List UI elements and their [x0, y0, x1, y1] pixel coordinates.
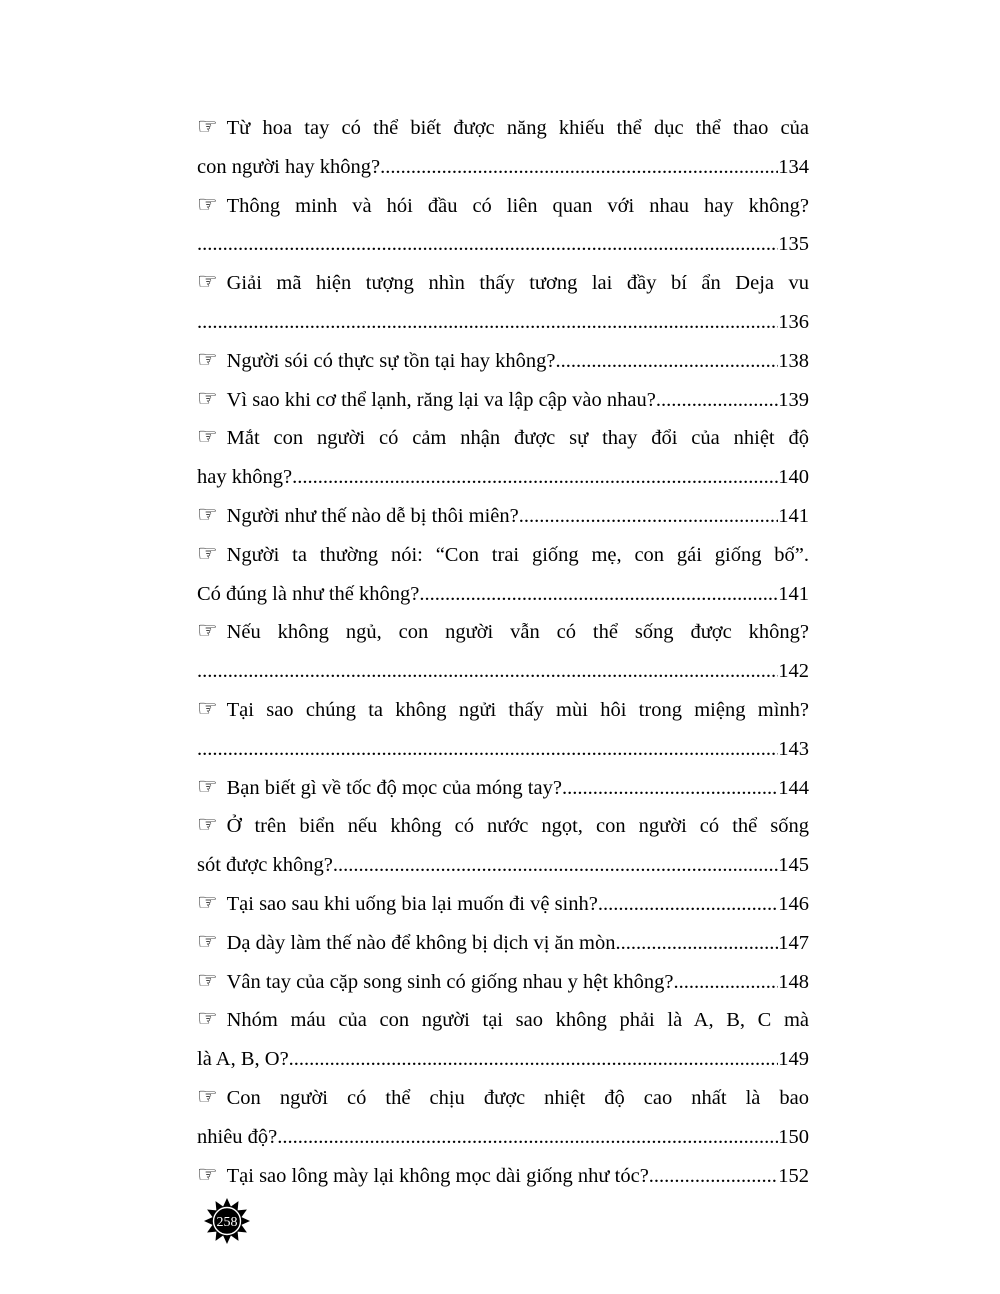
toc-page-number: 143 [778, 737, 809, 760]
pointing-hand-icon: ☞ [197, 191, 218, 218]
toc-line [197, 264, 809, 303]
toc-entry-text: Dạ dày làm thế nào để không bị dịch vị ăn mòn [226, 931, 616, 954]
toc-page-number: 149 [778, 1048, 809, 1071]
pointing-hand-icon: ☞ [197, 773, 218, 800]
dot-leader [419, 575, 778, 614]
page-number: 258 [216, 1215, 238, 1230]
toc-entry-text: Người sói có thực sự tồn tại hay không? [226, 349, 556, 372]
toc-line [197, 148, 809, 187]
toc-entry-text: hay không? [197, 466, 293, 489]
toc-entry [197, 342, 809, 381]
toc-line [197, 691, 809, 730]
toc-entry-text: Tại sao lông mày lại không mọc dài giống như tóc? [226, 1164, 649, 1187]
pointing-hand-icon: ☞ [197, 812, 218, 839]
toc-line [197, 885, 809, 924]
toc-line [197, 1001, 809, 1040]
toc-page-number: 139 [778, 388, 809, 411]
toc-line [197, 303, 809, 342]
toc-entry [197, 536, 809, 614]
toc-entry [197, 924, 809, 963]
table-of-contents [197, 109, 809, 1195]
dot-leader [277, 1118, 778, 1157]
dot-leader [674, 963, 779, 1002]
pointing-hand-icon: ☞ [197, 618, 218, 645]
toc-line [197, 381, 809, 420]
pointing-hand-icon: ☞ [197, 1083, 218, 1110]
toc-line [197, 187, 809, 226]
toc-line [197, 536, 809, 575]
toc-entry-text: Thông minh và hói đầu có liên quan với nhau hay không? [226, 194, 809, 217]
pointing-hand-icon: ☞ [197, 889, 218, 916]
toc-page-number: 147 [778, 931, 809, 954]
toc-entry-text: Bạn biết gì về tốc độ mọc của móng tay? [226, 776, 562, 799]
toc-entry [197, 691, 809, 769]
toc-entry-text: Nhóm máu của con người tại sao không phải là A, B, C mà [226, 1009, 809, 1032]
page-number-badge [203, 1197, 251, 1245]
toc-entry-text: Vân tay của cặp song sinh có giống nhau y hệt không? [226, 970, 674, 993]
toc-page-number: 141 [778, 504, 809, 527]
toc-entry-text: con người hay không? [197, 155, 381, 178]
dot-leader [289, 1040, 779, 1079]
toc-entry-text: Con người có thể chịu được nhiệt độ cao nhất là bao [226, 1086, 809, 1109]
toc-page-number: 152 [778, 1164, 809, 1187]
dot-leader [615, 924, 778, 963]
toc-entry [197, 381, 809, 420]
toc-page-number: 135 [778, 233, 809, 256]
toc-entry [197, 109, 809, 187]
pointing-hand-icon: ☞ [197, 114, 218, 140]
dot-leader [197, 303, 778, 342]
toc-line [197, 575, 809, 614]
toc-line [197, 1118, 809, 1157]
toc-page-number: 136 [778, 310, 809, 333]
dot-leader [555, 342, 778, 381]
dot-leader [656, 381, 778, 420]
dot-leader [333, 846, 778, 885]
pointing-hand-icon: ☞ [197, 540, 218, 567]
pointing-hand-icon: ☞ [197, 346, 218, 373]
toc-entry-text: sót được không? [197, 854, 333, 877]
toc-page-number: 134 [778, 155, 809, 178]
pointing-hand-icon: ☞ [197, 928, 218, 955]
toc-line [197, 769, 809, 808]
toc-entry-text: Người ta thường nói: “Con trai giống mẹ, con gái giống bố”. [226, 543, 809, 566]
toc-line [197, 1040, 809, 1079]
toc-entry [197, 1001, 809, 1079]
toc-entry [197, 1079, 809, 1157]
toc-entry-text: Mắt con người có cảm nhận được sự thay đổi của nhiệt độ [226, 427, 809, 450]
toc-entry-text: Tại sao sau khi uống bia lại muốn đi vệ sinh? [226, 892, 598, 915]
dot-leader [197, 225, 778, 264]
pointing-hand-icon: ☞ [197, 967, 218, 994]
toc-line [197, 730, 809, 769]
toc-line [197, 613, 809, 652]
toc-entry-text: nhiêu độ? [197, 1125, 278, 1148]
toc-line [197, 342, 809, 381]
toc-entry-text: là A, B, O? [197, 1048, 289, 1071]
toc-page-number: 142 [778, 660, 809, 683]
dot-leader [519, 497, 779, 536]
pointing-hand-icon: ☞ [197, 1161, 218, 1188]
toc-entry [197, 769, 809, 808]
toc-entry [197, 264, 809, 342]
toc-line [197, 225, 809, 264]
pointing-hand-icon: ☞ [197, 1006, 218, 1033]
pointing-hand-icon: ☞ [197, 695, 218, 722]
toc-entry-text: Tại sao chúng ta không ngửi thấy mùi hôi trong miệng mình? [226, 698, 809, 721]
dot-leader [292, 458, 778, 497]
dot-leader [598, 885, 778, 924]
toc-line [197, 497, 809, 536]
toc-line [197, 1157, 809, 1196]
toc-page-number: 145 [778, 854, 809, 877]
toc-entry-text: Ở trên biển nếu không có nước ngọt, con người có thể sống [226, 815, 809, 838]
toc-page-number: 138 [778, 349, 809, 372]
dot-leader [649, 1157, 778, 1196]
toc-page-number: 144 [778, 776, 809, 799]
starburst-icon [203, 1197, 251, 1245]
toc-entry-text: Giải mã hiện tượng nhìn thấy tương lai đầy bí ẩn Deja vu [226, 272, 809, 295]
dot-leader [562, 769, 778, 808]
toc-line [197, 846, 809, 885]
toc-line [197, 1079, 809, 1118]
toc-page-number: 148 [778, 970, 809, 993]
dot-leader [197, 652, 778, 691]
toc-line [197, 652, 809, 691]
toc-page-number: 150 [778, 1125, 809, 1148]
pointing-hand-icon: ☞ [197, 501, 218, 528]
toc-line [197, 924, 809, 963]
toc-entry [197, 963, 809, 1002]
toc-entry-text: Có đúng là như thế không? [197, 582, 420, 605]
toc-entry-text: Người như thế nào dễ bị thôi miên? [226, 504, 519, 527]
dot-leader [197, 730, 778, 769]
toc-line [197, 963, 809, 1002]
toc-entry [197, 613, 809, 691]
toc-line [197, 458, 809, 497]
toc-entry [197, 1157, 809, 1196]
toc-entry-text: Nếu không ngủ, con người vẫn có thể sống được không? [226, 621, 809, 644]
toc-entry-text: Từ hoa tay có thể biết được năng khiếu thể dục thể thao của [226, 117, 809, 139]
toc-entry [197, 497, 809, 536]
toc-entry-text: Vì sao khi cơ thể lạnh, răng lại va lập cập vào nhau? [226, 388, 656, 411]
toc-page-number: 146 [778, 892, 809, 915]
toc-entry [197, 885, 809, 924]
dot-leader [380, 148, 778, 187]
pointing-hand-icon: ☞ [197, 269, 218, 296]
toc-entry [197, 419, 809, 497]
toc-page-number: 140 [778, 466, 809, 489]
toc-line [197, 109, 809, 148]
toc-page-number: 141 [778, 582, 809, 605]
toc-line [197, 419, 809, 458]
pointing-hand-icon: ☞ [197, 385, 218, 412]
pointing-hand-icon: ☞ [197, 424, 218, 451]
toc-entry [197, 187, 809, 265]
toc-entry [197, 807, 809, 885]
toc-line [197, 807, 809, 846]
